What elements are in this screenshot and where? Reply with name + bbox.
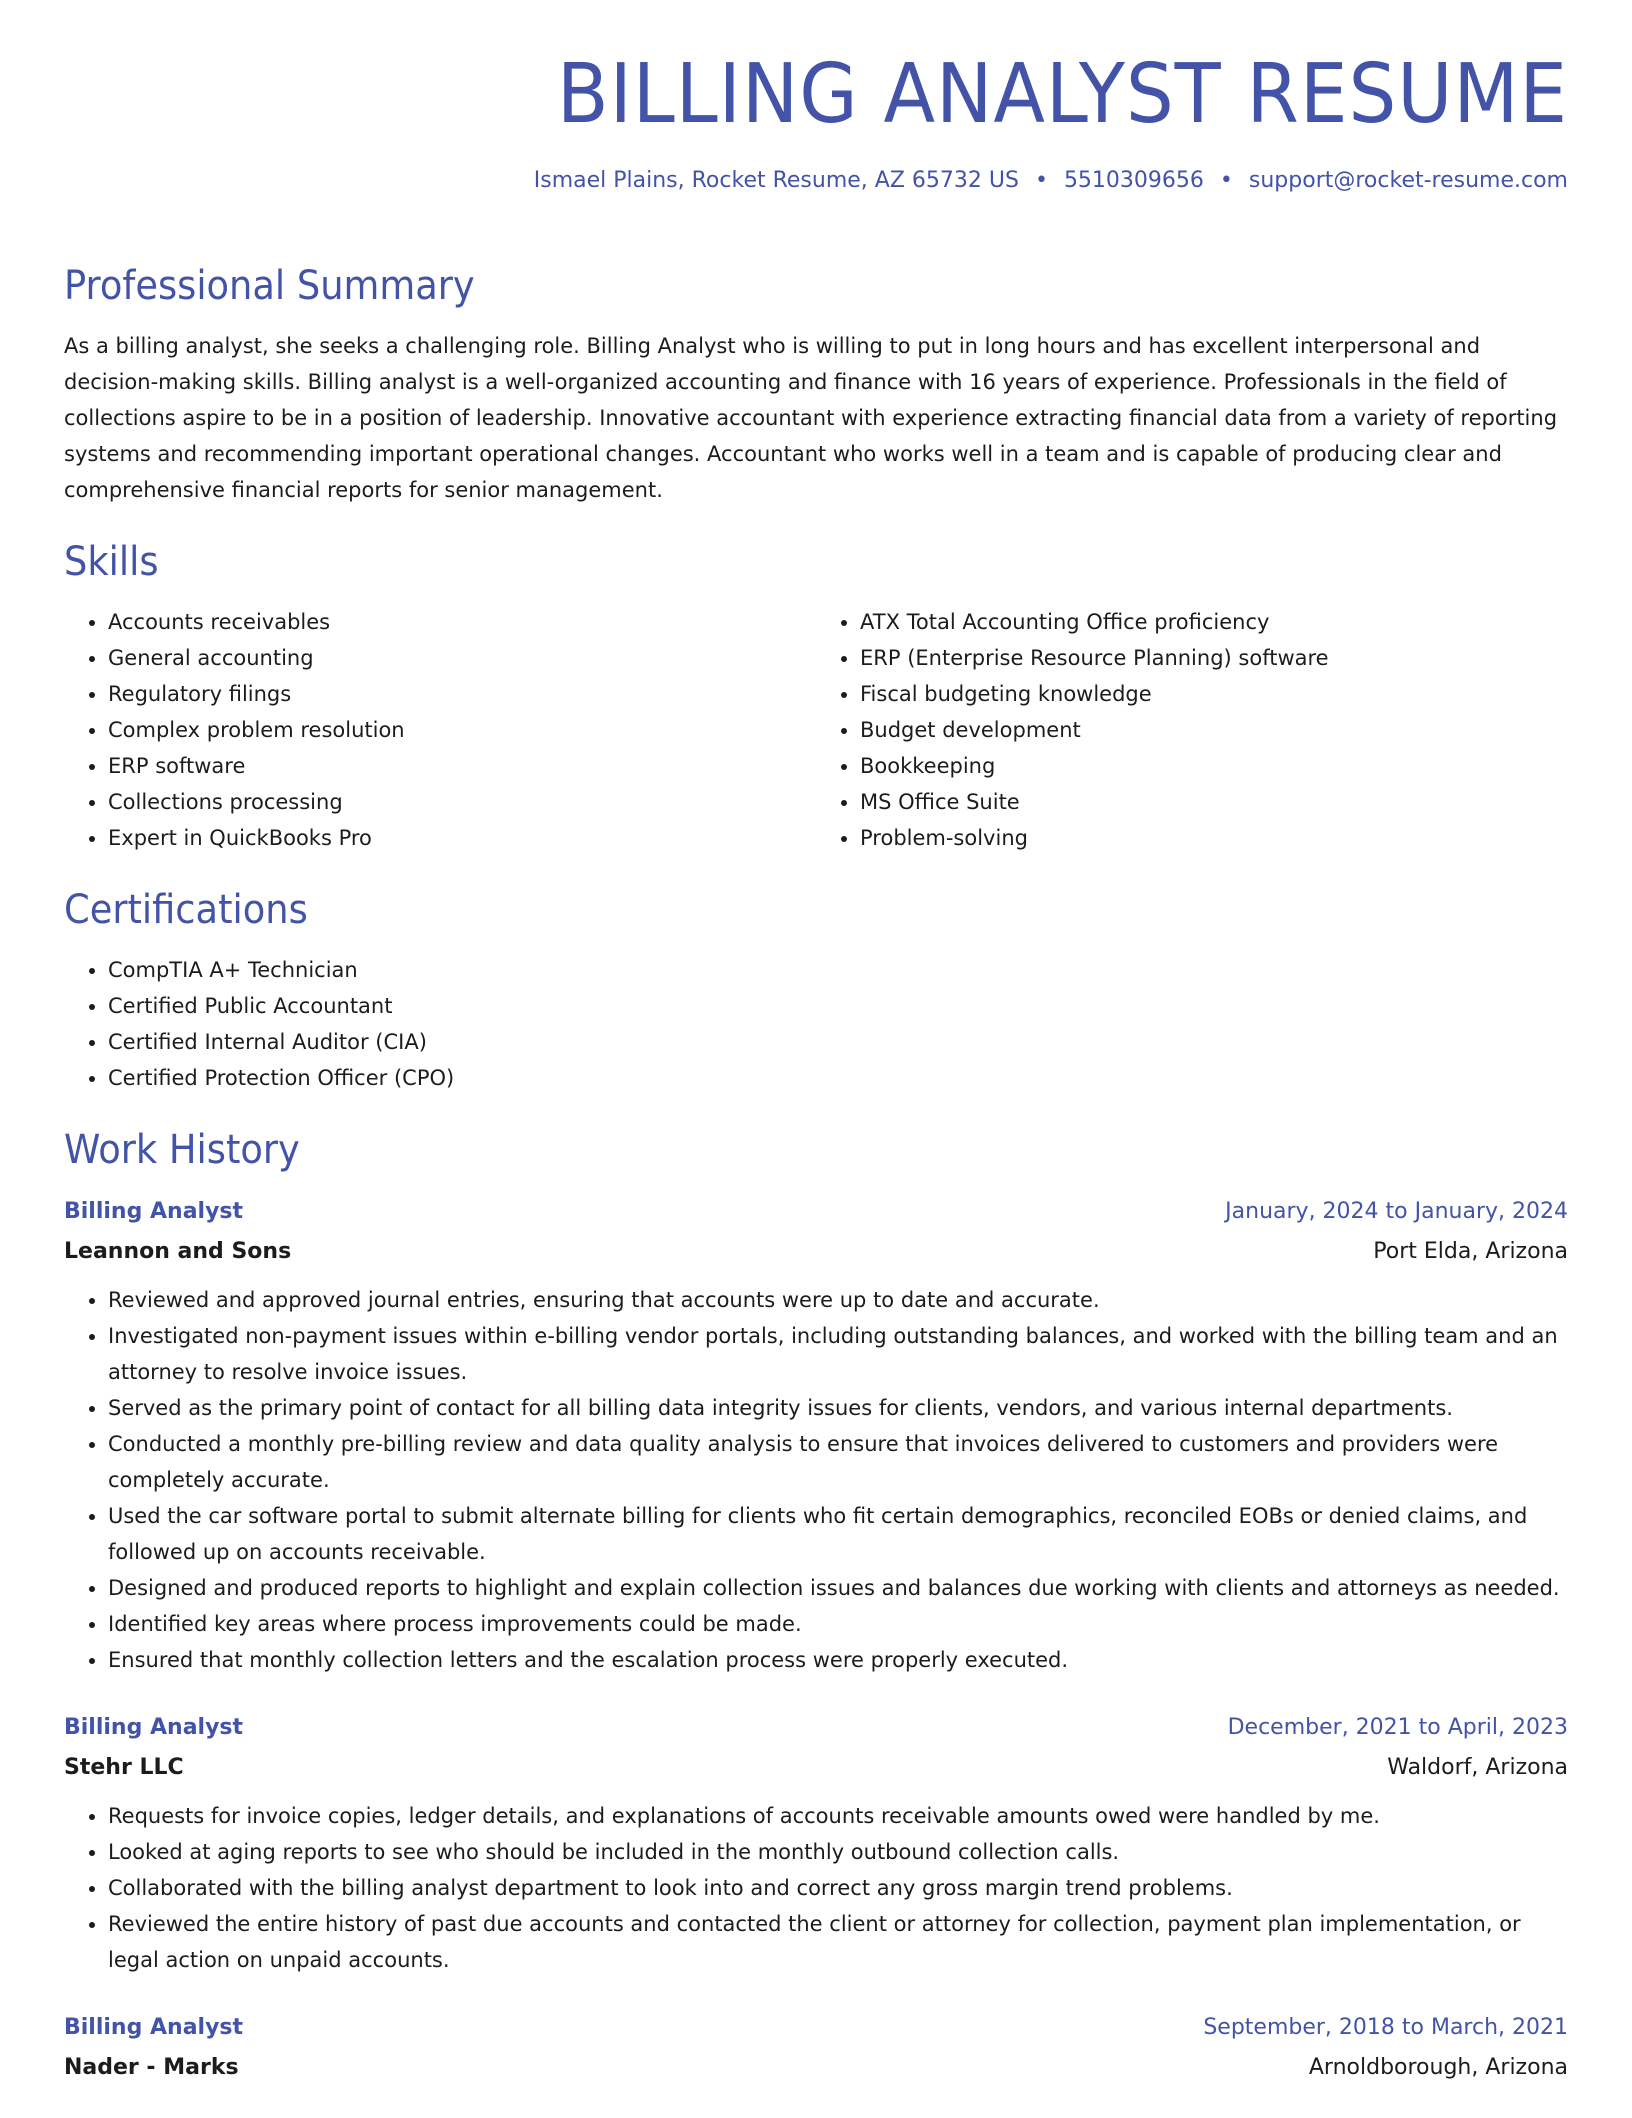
job-company: Stehr LLC [64, 1755, 184, 1780]
skill-item: • ERP software [108, 748, 816, 784]
job-dates: September, 2018 to March, 2021 [1203, 2015, 1568, 2040]
skill-item: • Fiscal budgeting knowledge [860, 676, 1568, 712]
job-bullet: • Requests for invoice copies, ledger details, and explanations of accounts receivable amounts owed were handled by me. [108, 1798, 1568, 1834]
certifications-list [64, 952, 1568, 1096]
job-bullet: • Identified key areas where process improvements could be made. [108, 1606, 1568, 1642]
skill-item: • ATX Total Accounting Office proficiency [860, 604, 1568, 640]
skill-item: • General accounting [108, 640, 816, 676]
skill-item: • Problem-solving [860, 820, 1568, 856]
job-bullet: • Reviewed the entire history of past due accounts and contacted the client or attorney for collection, payment plan implementation, or legal action on unpaid accounts. [108, 1906, 1568, 1978]
certification-item: • Certified Protection Officer (CPO) [108, 1060, 1568, 1096]
certification-item: • CompTIA A+ Technician [108, 952, 1568, 988]
skills-list-right [816, 604, 1568, 856]
job-title-row [64, 1708, 1568, 1748]
skill-item: • Regulatory filings [108, 676, 816, 712]
resume-content [64, 262, 1568, 2118]
job-bullet: • Ensured that monthly collection letters and the escalation process were properly executed. [108, 1642, 1568, 1678]
skill-item: • Complex problem resolution [108, 712, 816, 748]
job-company: Nader - Marks [64, 2055, 239, 2080]
job-title: Billing Analyst [64, 1715, 244, 1740]
job-bullet: • Collaborated with the billing analyst department to look into and correct any gross margin trend problems. [108, 1870, 1568, 1906]
job-title: Billing Analyst [64, 1199, 244, 1224]
contact-line [64, 168, 1568, 193]
summary-text: As a billing analyst, she seeks a challenging role. Billing Analyst who is willing to put in long hours and has excellent interpersonal and decision-making skills. Billing analyst is a well-organized accounting and finance with 16 years of experience. Professionals in the field of collections aspire to be in a position of leadership. Innovative accountant with experience extracting financial data from a variety of reporting systems and recommending important operational changes. Accountant who works well in a team and is capable of producing clear and comprehensive financial reports for senior management. [64, 334, 1558, 502]
job-bullets [64, 1798, 1568, 1978]
skill-item: • ERP (Enterprise Resource Planning) software [860, 640, 1568, 676]
contact-email[interactable]: support@rocket-resume.com [1248, 168, 1568, 194]
certifications-heading: Certifications [64, 887, 308, 933]
skills-heading: Skills [64, 539, 159, 585]
job-title: Billing Analyst [64, 2015, 244, 2040]
job-company-row [64, 1232, 1568, 1272]
job-company-row [64, 2048, 1568, 2088]
job-title-row [64, 2008, 1568, 2048]
job-bullet: • Looked at aging reports to see who should be included in the monthly outbound collection calls. [108, 1834, 1568, 1870]
job-company: Leannon and Sons [64, 1239, 292, 1264]
work-history-heading: Work History [64, 1127, 300, 1173]
skill-item: • Collections processing [108, 784, 816, 820]
skills-list-left [64, 604, 816, 856]
job-company-row [64, 1748, 1568, 1788]
skill-item: • Budget development [860, 712, 1568, 748]
contact-address: Ismael Plains, Rocket Resume, AZ 65732 US [533, 168, 1019, 194]
resume-title: BILLING ANALYST RESUME [556, 47, 1568, 142]
job-bullet: • Served as the primary point of contact for all billing data integrity issues for clients, vendors, and various internal departments. [108, 1390, 1568, 1426]
skills-columns [64, 604, 1568, 856]
summary-heading: Professional Summary [64, 263, 475, 309]
job-location: Waldorf, Arizona [1387, 1755, 1568, 1780]
job-location: Port Elda, Arizona [1373, 1239, 1568, 1264]
job-bullet: • Investigated non-payment issues within e-billing vendor portals, including outstanding balances, and worked with the billing team and an attorney to resolve invoice issues. [108, 1318, 1568, 1390]
skill-item: • Bookkeeping [860, 748, 1568, 784]
job-entry [64, 2008, 1568, 2088]
contact-phone: 5510309656 [1063, 168, 1204, 194]
job-dates: December, 2021 to April, 2023 [1227, 1715, 1568, 1740]
certification-item: • Certified Internal Auditor (CIA) [108, 1024, 1568, 1060]
job-location: Arnoldborough, Arizona [1308, 2055, 1568, 2080]
job-dates: January, 2024 to January, 2024 [1225, 1199, 1568, 1224]
certifications-section [64, 886, 1568, 1096]
contact-separator: • [1034, 168, 1048, 194]
contact-separator: • [1219, 168, 1233, 194]
skill-item: • Accounts receivables [108, 604, 816, 640]
summary-section [64, 262, 1568, 508]
certification-item: • Certified Public Accountant [108, 988, 1568, 1024]
job-bullet: • Conducted a monthly pre-billing review and data quality analysis to ensure that invoices delivered to customers and providers were completely accurate. [108, 1426, 1568, 1498]
job-title-row [64, 1192, 1568, 1232]
skill-item: • Expert in QuickBooks Pro [108, 820, 816, 856]
job-bullet: • Designed and produced reports to highlight and explain collection issues and balances due working with clients and attorneys as needed. [108, 1570, 1568, 1606]
job-bullets [64, 1282, 1568, 1678]
job-entry [64, 1708, 1568, 1978]
job-bullet: • Used the car software portal to submit alternate billing for clients who fit certain demographics, reconciled EOBs or denied claims, and followed up on accounts receivable. [108, 1498, 1568, 1570]
skills-section [64, 538, 1568, 856]
resume-header [64, 48, 1568, 193]
skill-item: • MS Office Suite [860, 784, 1568, 820]
work-history-section [64, 1126, 1568, 2088]
job-entry [64, 1192, 1568, 1678]
job-bullet: • Reviewed and approved journal entries, ensuring that accounts were up to date and accurate. [108, 1282, 1568, 1318]
